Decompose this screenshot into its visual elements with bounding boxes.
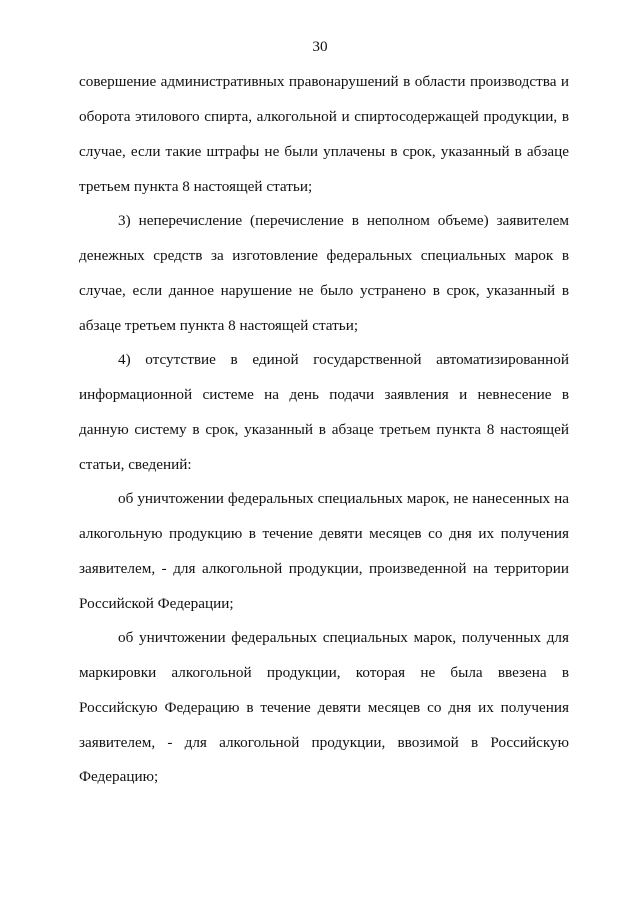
page-number: 30 bbox=[312, 38, 328, 55]
text-line: Российскую Федерацию в течение девяти месяцев со дня их получения bbox=[79, 699, 569, 716]
text-line: заявителем, - для алкогольной продукции, произведенной на территории bbox=[79, 560, 569, 577]
text-line: об уничтожении федеральных специальных марок, полученных для bbox=[118, 629, 569, 646]
text-line: третьем пункта 8 настоящей статьи; bbox=[79, 178, 313, 195]
text-line: Российской Федерации; bbox=[79, 595, 234, 612]
text-line: абзаце третьем пункта 8 настоящей статьи; bbox=[79, 317, 359, 334]
text-line: заявителем, - для алкогольной продукции, ввозимой в Российскую bbox=[79, 734, 569, 751]
text-line: 3) неперечисление (перечисление в неполном объеме) заявителем bbox=[118, 212, 569, 229]
text-line: алкогольную продукцию в течение девяти месяцев со дня их получения bbox=[79, 525, 569, 542]
text-line: данную систему в срок, указанный в абзаце третьем пункта 8 настоящей bbox=[79, 421, 569, 438]
text-line: статьи, сведений: bbox=[79, 456, 192, 473]
text-line: об уничтожении федеральных специальных марок, не нанесенных на bbox=[118, 490, 569, 507]
text-line: маркировки алкогольной продукции, которая не была ввезена в bbox=[79, 664, 569, 681]
text-line: 4) отсутствие в единой государственной автоматизированной bbox=[118, 351, 569, 368]
text-line: случае, если такие штрафы не были уплачены в срок, указанный в абзаце bbox=[79, 143, 569, 160]
text-line: оборота этилового спирта, алкогольной и спиртосодержащей продукции, в bbox=[79, 108, 569, 125]
text-line: Федерацию; bbox=[79, 768, 159, 785]
text-line: совершение административных правонарушений в области производства и bbox=[79, 73, 569, 90]
text-line: информационной системе на день подачи заявления и невнесение в bbox=[79, 386, 569, 403]
text-line: денежных средств за изготовление федеральных специальных марок в bbox=[79, 247, 569, 264]
text-line: случае, если данное нарушение не было устранено в срок, указанный в bbox=[79, 282, 569, 299]
